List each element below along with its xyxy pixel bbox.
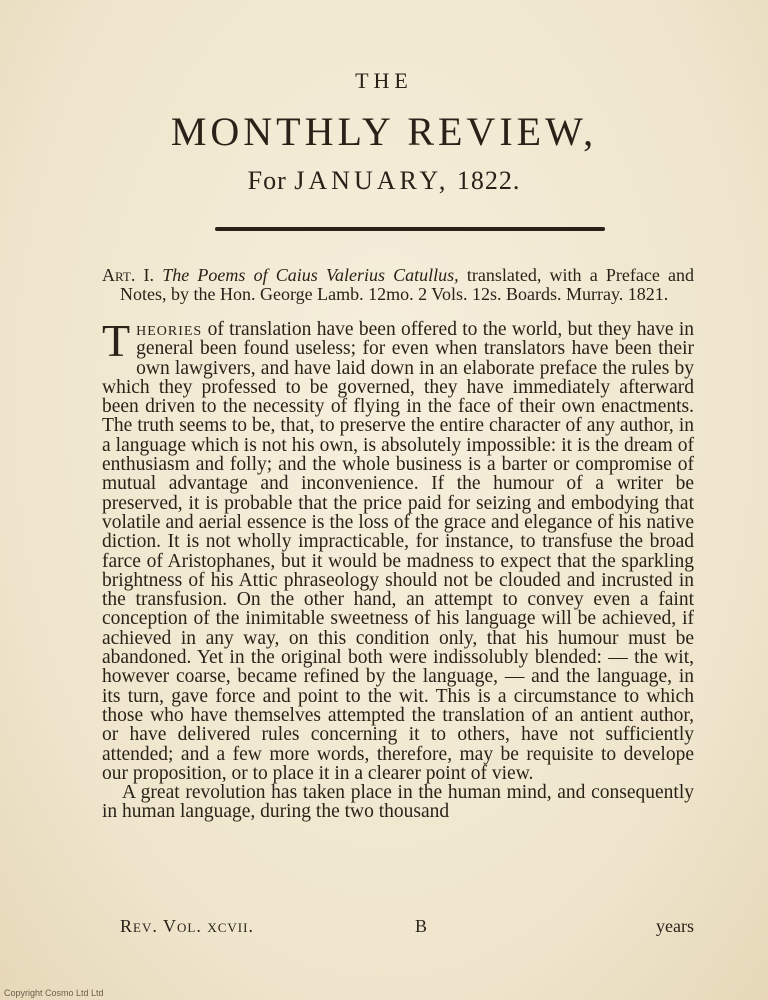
masthead-date	[0, 166, 768, 196]
signature-mark: B	[415, 916, 428, 936]
paragraph-1	[102, 315, 695, 784]
copyright-watermark: Copyright Cosmo Ltd Ltd	[4, 988, 104, 998]
article-heading-rest: translated, with a Preface and Notes, by the Hon. George Lamb. 12mo. 2 Vols. 12s. Boards. Murray. 1821.	[120, 265, 694, 304]
paragraph-2: A great revolution has taken place in the human mind, and consequently in human language, during the two thousand	[102, 782, 694, 823]
footer-signature: Rev. Vol. xcvii.	[120, 916, 254, 936]
article-body	[102, 315, 695, 823]
bleed-through-header	[300, 4, 740, 24]
date-year: 1822.	[456, 166, 521, 195]
date-for: For	[247, 166, 287, 195]
article-title: The Poems of Caius Valerius Catullus,	[162, 265, 459, 285]
catchword: years	[656, 916, 694, 936]
article-heading	[102, 266, 694, 304]
article-label: Art. I.	[102, 265, 155, 285]
masthead-the: THE	[355, 68, 413, 93]
masthead-title: MONTHLY REVIEW,	[170, 109, 598, 154]
title-rule	[215, 227, 605, 231]
page-footer	[120, 916, 694, 940]
paragraph-1-text: of translation have been offered to the world, but they have in general been found useless; for even when translators have been their own lawgivers, and have laid down in an elaborate preface the rules by which they professed to be governed, they have immediately afterward been driven to the necessity of flying in the face of their own enactments. The truth seems to be, that, to preserve the entire character of any author, in a language which is not his own, is absolutely impossible: it is the dream of enthusiasm and folly; and the whole business is a barter or compromise of mutual advantage and inconvenience. If the humour of a writer be preserved, it is probable that the price paid for seizing and embodying that volatile and aerial essence is the loss of the grace and elegance of his native diction. It is not wholly impracticable, for instance, to transfuse the broad farce of Aristophanes, but it would be madness to expect that the sparkling brightness of his Attic phraseology should not be clouded and incrusted in the transfusion. On the other hand, an attempt to convey even a faint conception of the inimitable sweetness of his language will be achieved, if achieved in any way, on this condition only, that his humour must be abandoned. Yet in the original both were indissolubly blended: — the wit, however coarse, became refined by the language, — and the language, in its turn, gave force and point to the wit. This is a circumstance to which those who have themselves attempted the translation of an antient author, or have delivered rules concerning it to others, have not sufficiently attended; and a few more words, therefore, may be requisite to develope our proposition, or to place it in a clearer point of view.	[102, 319, 695, 784]
drop-cap: T	[102, 315, 131, 366]
first-word: heories	[136, 319, 203, 340]
date-month: JANUARY,	[294, 166, 450, 195]
